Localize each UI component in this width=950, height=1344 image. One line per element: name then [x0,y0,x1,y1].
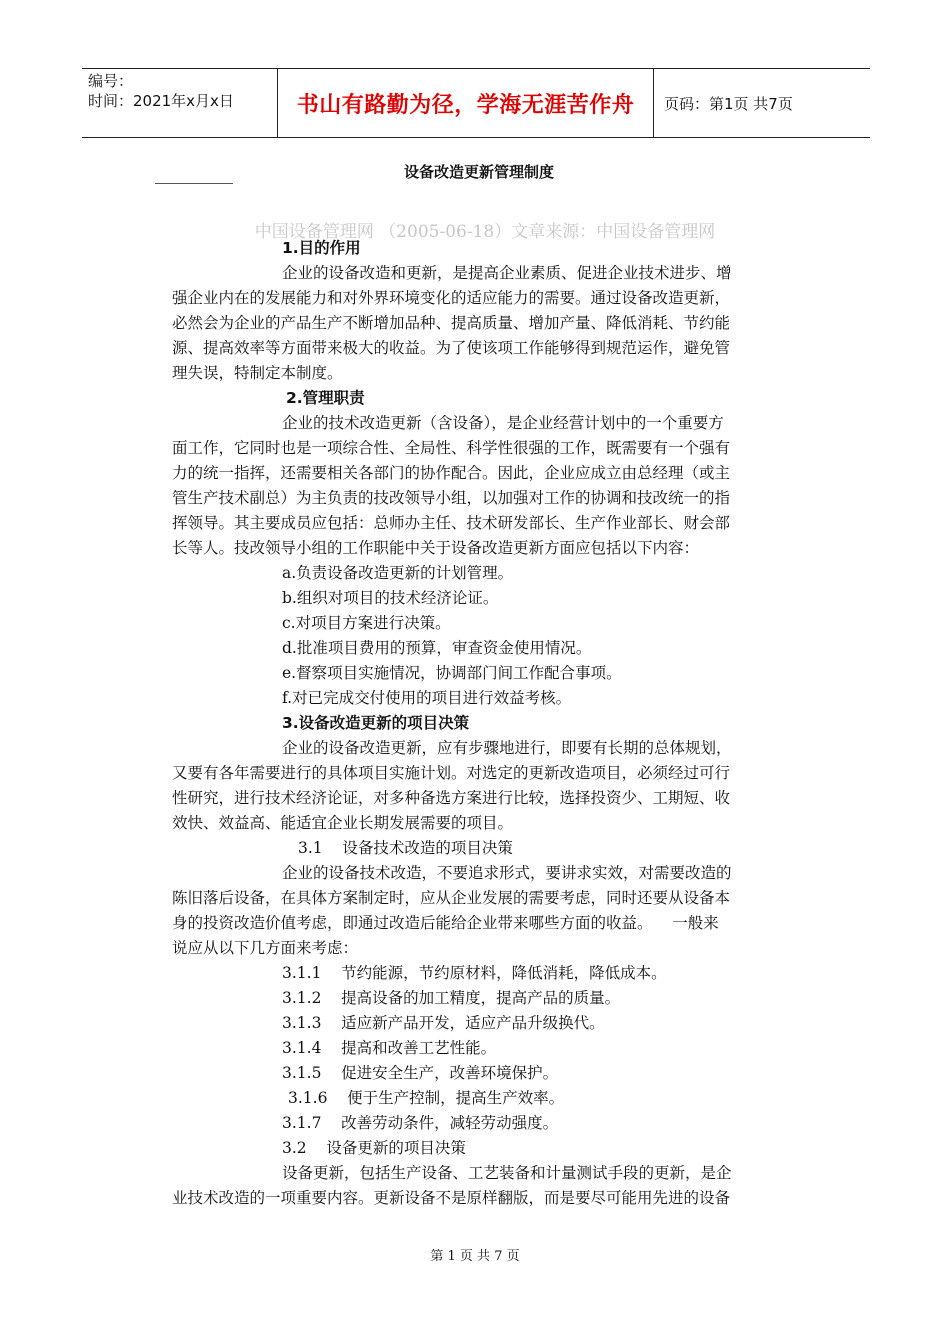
body-text-line: 企业的技术改造更新（含设备），是企业经营计划中的一个重要方 [282,414,724,432]
body-text-line: b.组织对项目的技术经济论证。 [282,589,499,607]
header-page-info: 页码：第1页 共7页 [664,94,793,113]
date-label: 时间：2021年x月x日 [88,92,234,110]
number-label: 编号： [88,72,134,90]
title-rule [155,183,233,184]
header-table [82,68,870,138]
body-text-line: 陈旧落后设备，在具体方案制定时，应从企业发展的需要考虑，同时还要从设备本 [172,889,731,907]
section-heading: 3.设备改造更新的项目决策 [282,714,470,732]
body-text-line: 源、提高效率等方面带来极大的收益。为了使该项工作能够得到规范运作，避免管 [172,339,731,357]
body-text-line: 长等人。技改领导小组的工作职能中关于设备改造更新方面应包括以下内容： [172,539,700,557]
body-text-line: 3.1.6 便于生产控制，提高生产效率。 [288,1089,565,1107]
header-meta-cell [82,69,278,137]
body-text-line: f.对已完成交付使用的项目进行效益考核。 [282,689,572,707]
document-title: 设备改造更新管理制度 [403,163,554,181]
body-text-line: 业技术改造的一项重要内容。更新设备不是原样翻版，而是要尽可能用先进的设备 [172,1189,731,1207]
body-text-line: 3.2 设备更新的项目决策 [282,1139,466,1157]
body-text-line: e.督察项目实施情况，协调部门间工作配合事项。 [282,664,622,682]
body-text-line: 性研究，进行技术经济论证，对多种备选方案进行比较，选择投资少、工期短、收 [172,789,731,807]
source-line: 中国设备管理网 （2005-06-18）文章来源：中国设备管理网 [254,222,716,242]
body-text-line: 又要有各年需要进行的具体项目实施计划。对选定的更新改造项目，必须经过可行 [172,764,731,782]
body-text-line: 3.1.5 促进安全生产，改善环境保护。 [282,1064,559,1082]
body-text-line: 必然会为企业的产品生产不断增加品种、提高质量、增加产量、降低消耗、节约能 [172,314,731,332]
header-motto: 书山有路勤为径，学海无涯苦作舟 [278,69,654,137]
body-text-line: 3.1.7 改善劳动条件，减轻劳动强度。 [282,1114,559,1132]
body-text-line: 力的统一指挥，还需要相关各部门的协作配合。因此，企业应成立由总经理（或主 [172,464,731,482]
body-text-line: 挥领导。其主要成员应包括：总师办主任、技术研发部长、生产作业部长、财会部 [172,514,731,532]
body-text-line: 身的投资改造价值考虑，即通过改造后能给企业带来哪些方面的收益。 一般来 [172,914,719,932]
body-text-line: 3.1.3 适应新产品开发，适应产品升级换代。 [282,1014,605,1032]
body-text-line: 3.1.2 提高设备的加工精度，提高产品的质量。 [282,989,621,1007]
body-text-line: 面工作，它同时也是一项综合性、全局性、科学性很强的工作，既需要有一个强有 [172,439,731,457]
page-footer: 第 1 页 共 7 页 [430,1249,520,1264]
body-text-line: 强企业内在的发展能力和对外界环境变化的适应能力的需要。通过设备改造更新， [172,289,731,307]
body-text-line: a.负责设备改造更新的计划管理。 [282,564,514,582]
body-text-line: 企业的设备技术改造，不要追求形式，要讲求实效，对需要改造的 [282,864,732,882]
body-text-line: 说应从以下几方面来考虑： [172,939,359,957]
body-text-line: 管生产技术副总）为主负责的技改领导小组，以加强对工作的协调和技改统一的指 [172,489,731,507]
body-text-line: c.对项目方案进行决策。 [282,614,451,632]
section-heading: 1.目的作用 [282,239,361,257]
body-text-line: 3.1 设备技术改造的项目决策 [298,839,513,857]
section-heading: 2.管理职责 [286,389,365,407]
body-text-line: 理失误，特制定本制度。 [172,364,343,382]
body-text-line: d.批准项目费用的预算，审查资金使用情况。 [282,639,592,657]
body-text-line: 3.1.4 提高和改善工艺性能。 [282,1039,497,1057]
body-text-line: 企业的设备改造更新，应有步骤地进行，即要有长期的总体规划， [282,739,732,757]
body-text-line: 效快、效益高、能适宜企业长期发展需要的项目。 [172,814,514,832]
body-text-line: 3.1.1 节约能源，节约原材料，降低消耗，降低成本。 [282,964,667,982]
body-text-line: 企业的设备改造和更新，是提高企业素质、促进企业技术进步、增 [282,264,732,282]
body-text-line: 设备更新，包括生产设备、工艺装备和计量测试手段的更新，是企 [282,1164,732,1182]
